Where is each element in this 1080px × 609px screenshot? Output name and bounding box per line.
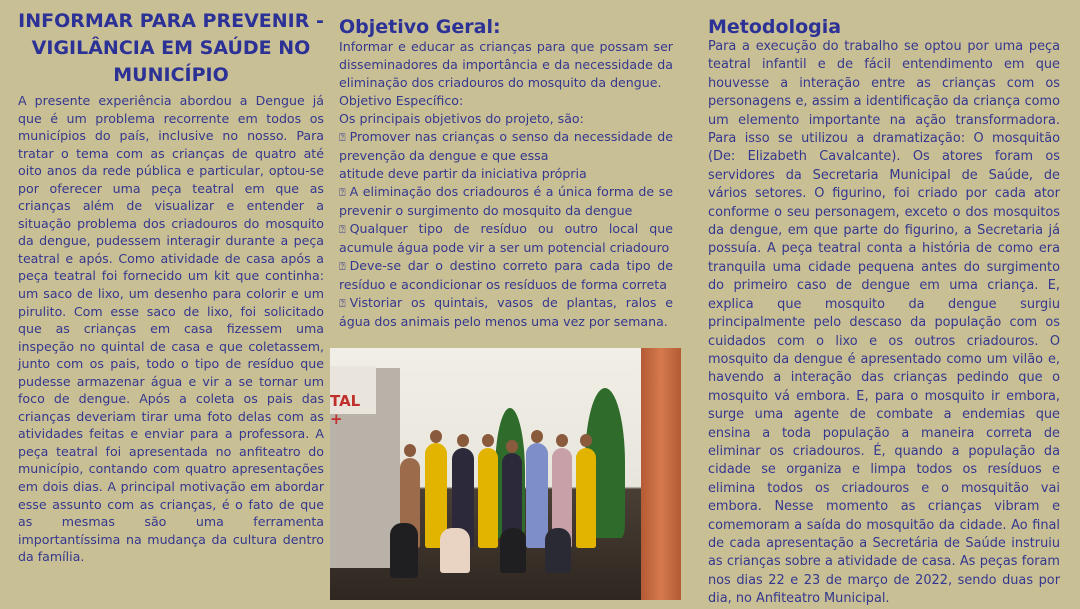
cast-member (526, 443, 548, 548)
objective-bullet (339, 294, 673, 331)
bullet-icon: ⍰ (339, 260, 346, 273)
theater-cast-photo (330, 348, 681, 600)
stage-curtain (641, 348, 681, 600)
objective-bullet (339, 257, 673, 294)
cast-head (457, 434, 469, 447)
specific-objective-label: Objetivo Específico: (339, 93, 464, 108)
cast-head (531, 430, 543, 443)
cast-member (390, 523, 418, 578)
bullet-continuation: atitude deve partir da iniciativa própria (339, 166, 587, 181)
bullet-text: Promover nas crianças o senso da necessidade de prevenção da dengue e que essa (339, 129, 673, 163)
bullet-icon: ⍰ (339, 131, 346, 144)
objectives-intro: Os principais objetivos do projeto, são: (339, 111, 584, 126)
cast-member (576, 448, 596, 548)
stage-sign: TAL + (330, 366, 376, 414)
cast-head (506, 440, 518, 453)
poster-title: INFORMAR PARA PREVENIR - VIGILÂNCIA EM SAÚDE NO MUNICÍPIO (18, 10, 324, 86)
objectives-heading: Objetivo Geral: (339, 16, 501, 38)
cast-member (500, 528, 526, 573)
bullet-text: Vistoriar os quintais, vasos de plantas, ralos e água dos animais pelo menos uma vez por semana. (339, 295, 673, 329)
cast-head (580, 434, 592, 447)
column-methodology (708, 0, 1060, 609)
bullet-icon: ⍰ (339, 223, 346, 236)
intro-text: A presente experiência abordou a Dengue já que é um problema recorrente em todos os municípios do país, inclusive no nosso. Para tratar o tema com as crianças de quatro até oito anos da rede pública e particular, optou-se por oferecer uma peça teatral em que as crianças além de visualizar e entender a situação problema dos criadouros do mosquito da dengue, pudessem interagir durante a peça teatral e após. Como atividade de casa após a peça teatral foi fornecido um kit que continha: um saco de lixo, um desenho para colorir e um pirulito. Com esse saco de lixo, foi solicitado que as crianças em casa fizessem uma inspeção no quintal de casa e que coletassem, junto com os pais, todo o tipo de resíduo que pudesse armazenar água e vir a se tornar um foco de dengue. Após a coleta os pais das crianças deveriam tirar uma foto delas com as atividades feitas e enviar para a professora. A peça teatral foi apresentada no anfiteatro do município, contando com quatro apresentações em dois dias. A principal motivação em abordar esse assunto com as crianças, é o fato de que as mesmas são uma ferramenta importantíssima na mudança da cultura dentro da família. (18, 93, 324, 565)
cast-head (556, 434, 568, 447)
cast-member (545, 528, 571, 573)
bullet-text: Deve-se dar o destino correto para cada tipo de resíduo e acondicionar os resíduos de forma correta (339, 258, 673, 292)
methodology-heading: Metodologia (708, 16, 842, 38)
bullet-icon: ⍰ (339, 297, 346, 310)
objective-bullet (339, 183, 673, 220)
cast-head (482, 434, 494, 447)
cast-head (404, 444, 416, 457)
methodology-text: Para a execução do trabalho se optou por uma peça teatral infantil e de fácil entendimento em que houvesse a interação entre as crianças com os personagens e, assim a identificação da criança como um elemento importante na ação transformadora. Para isso se utilizou a dramatização: O mosquitão (De: Elizabeth Cavalcante). Os atores foram os servidores da Secretaria Municipal de Saúde, de vários setores. O figurino, foi criado por cada ator conforme o seu personagem, exceto o dos mosquitos da dengue, em que parte do figurino, a Secretaria já possuía. A peça teatral conta a história de como era tranquila uma cidade pequena antes do surgimento do primeiro caso de dengue em uma criança. E, explica que mosquito da dengue surgiu principalmente pelo descaso da população com os cuidados com o lixo e os outros criadouros. O mosquito da dengue é apresentado como um vilão e, havendo a interação das crianças pedindo que o mosquito vá embora. E, para o mosquito ir embora, surge uma agente de combate a endemias que ensina a toda população a maneira correta de eliminar os criadouros. É, quando a população da cidade se organiza e limpa todos os resíduos e elimina todos os criadouros e o mosquitão vai embora. Nesse momento as crianças vibram e comemoram a saída do mosquitão da cidade. Ao final de cada apresentação a Secretária de Saúde instruiu as crianças sobre a atividade de casa. As peças foram nos dias 22 e 23 de março de 2022, sendo duas por dia, no Anfiteatro Municipal. (708, 39, 1060, 607)
bullet-text: A eliminação dos criadouros é a única forma de se prevenir o surgimento do mosquito da dengue (339, 184, 673, 218)
cast-head (430, 430, 442, 443)
bullet-icon: ⍰ (339, 186, 346, 199)
column-intro (18, 0, 324, 566)
cast-member (478, 448, 498, 548)
objective-bullet (339, 220, 673, 257)
column-objectives (339, 0, 673, 331)
cast-member (440, 528, 470, 573)
bullet-text: Qualquer tipo de resíduo ou outro local que acumule água pode vir a ser um potencial criadouro (339, 221, 673, 255)
objective-bullet (339, 128, 673, 165)
general-objective-text: Informar e educar as crianças para que possam ser disseminadores da importância e da necessidade da eliminação dos criadouros do mosquito da dengue. (339, 39, 673, 90)
